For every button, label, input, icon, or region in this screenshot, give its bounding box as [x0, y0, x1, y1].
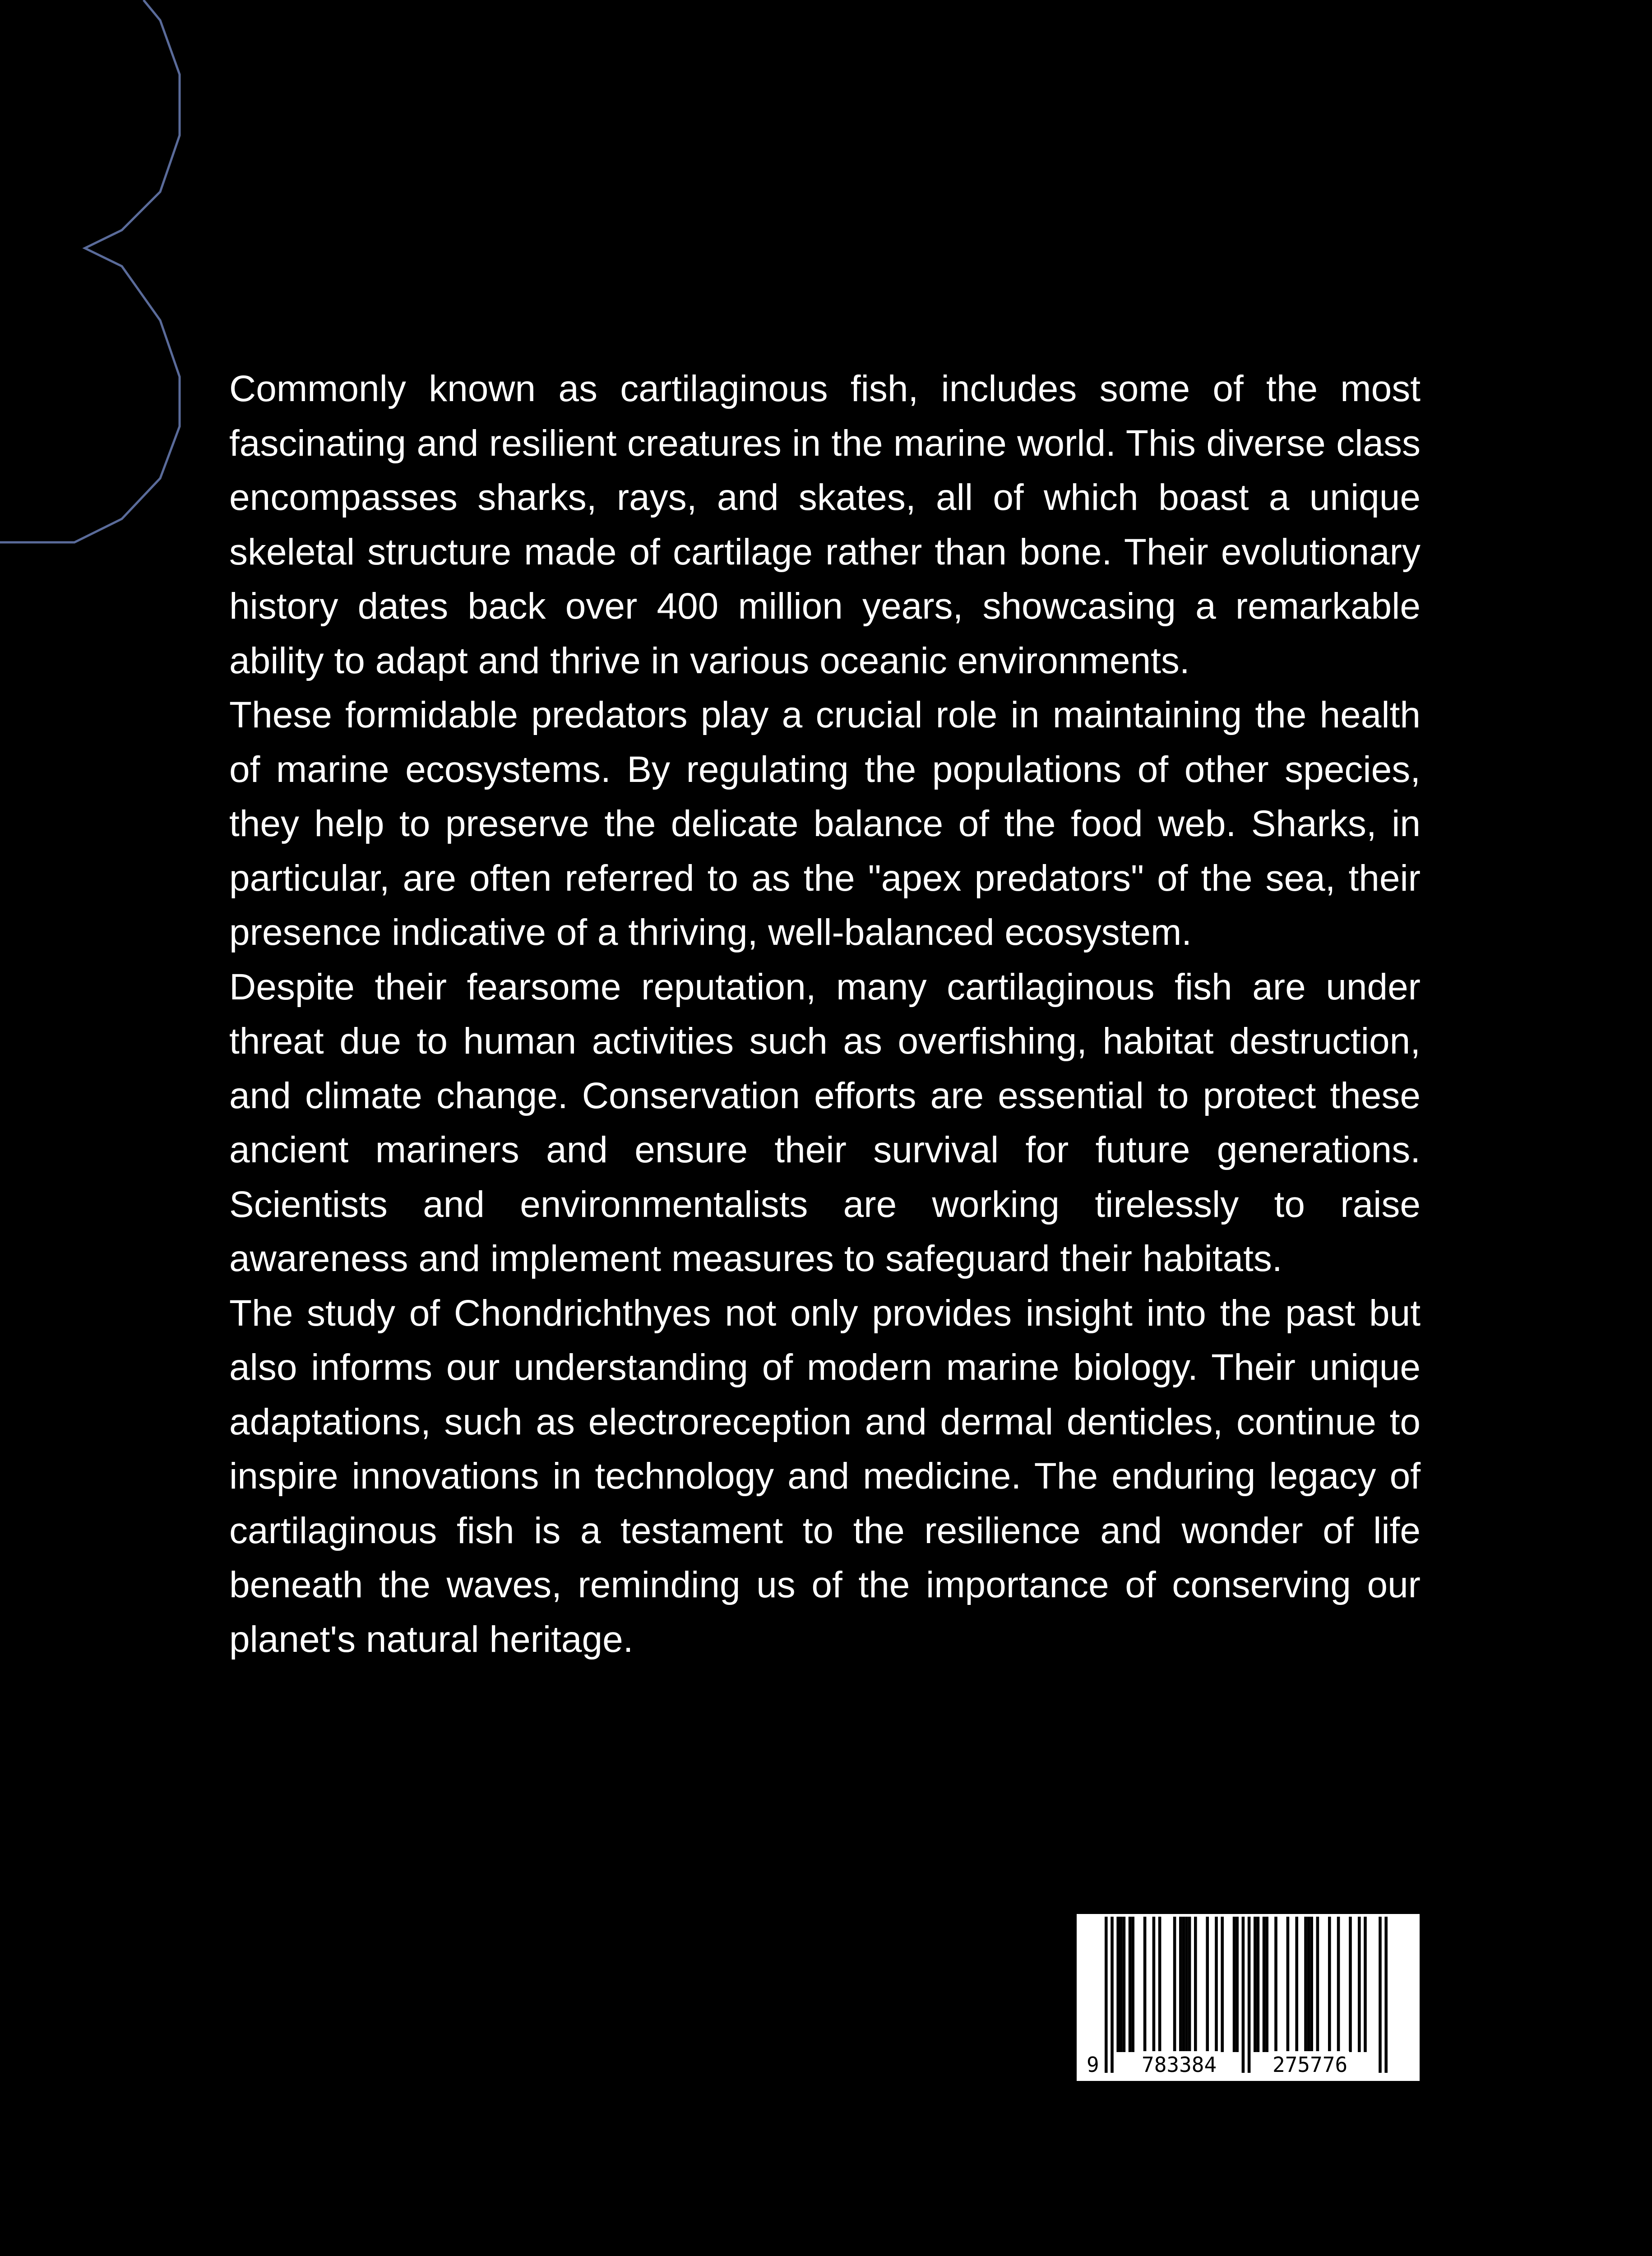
barcode-bar	[1233, 1917, 1236, 2052]
outline-path	[0, 0, 180, 542]
barcode-bar	[1236, 1917, 1239, 2052]
barcode-bar	[1263, 1917, 1266, 2052]
barcode-bar	[1173, 1917, 1176, 2052]
barcode-bar	[1188, 1917, 1191, 2052]
barcode-digits	[1077, 2051, 1420, 2078]
barcode-bar	[1105, 1917, 1108, 2073]
barcode-bar	[1274, 1917, 1277, 2052]
barcode-bar	[1304, 1917, 1307, 2052]
blurb-paragraph-3: Despite their fearsome reputation, many cartilaginous fish are under threat due to human activities such as overfishing, habitat destruction, and climate change. Conservation efforts are essential to protect these ancient mariners and ensure their survival for future generations. Scientists and environmentalists are working tirelessly to raise awareness and implement measures to safeguard their habitats.	[229, 966, 1421, 1279]
barcode-bar	[1307, 1917, 1310, 2052]
barcode-bar	[1129, 1917, 1132, 2052]
barcode-bar	[1316, 1917, 1319, 2052]
isbn-barcode	[1077, 1914, 1420, 2081]
barcode-bar	[1254, 1917, 1257, 2052]
back-cover-blurb	[229, 362, 1421, 1667]
barcode-bar	[1179, 1917, 1182, 2052]
barcode-bar	[1123, 1917, 1126, 2052]
barcode-bar	[1111, 1917, 1114, 2073]
barcode-lead-digit: 9	[1085, 2051, 1101, 2078]
barcode-bar	[1182, 1917, 1185, 2052]
barcode-bar	[1349, 1917, 1352, 2052]
barcode-bar	[1116, 1917, 1120, 2052]
barcode-bar	[1358, 1917, 1361, 2052]
barcode-bar	[1242, 1917, 1245, 2073]
barcode-bar	[1131, 1917, 1134, 2052]
barcode-bar	[1286, 1917, 1290, 2052]
barcode-bar	[1206, 1917, 1209, 2052]
blurb-paragraph-2: These formidable predators play a crucial role in maintaining the health of marine ecosystems. By regulating the populations of other species, they help to preserve the delicate balance of the food web. Sharks, in particular, are often referred to as the "apex predators" of the sea, their presence indicative of a thriving, well-balanced ecosystem.	[229, 694, 1421, 953]
barcode-bar	[1215, 1917, 1218, 2052]
barcode-bar	[1152, 1917, 1156, 2052]
barcode-bar	[1158, 1917, 1161, 2052]
barcode-bar	[1257, 1917, 1260, 2052]
blurb-paragraph-1: Commonly known as cartilaginous fish, includes some of the most fascinating and resilient creatures in the marine world. This diverse class encompasses sharks, rays, and skates, all of which boast a unique skeletal structure made of cartilage rather than bone. Their evolutionary history dates back over 400 million years, showcasing a remarkable ability to adapt and thrive in various oceanic environments.	[229, 368, 1421, 681]
barcode-bar	[1194, 1917, 1197, 2052]
barcode-bar	[1120, 1917, 1123, 2052]
barcode-bar	[1379, 1917, 1382, 2073]
barcode-bar	[1310, 1917, 1313, 2052]
barcode-bar	[1185, 1917, 1188, 2052]
barcode-bar	[1337, 1917, 1340, 2052]
barcode-bar	[1265, 1917, 1268, 2052]
barcode-bar	[1248, 1917, 1251, 2073]
barcode-bar	[1364, 1917, 1367, 2052]
decorative-outline-shape	[0, 0, 190, 550]
barcode-bar	[1384, 1917, 1388, 2073]
barcode-bar	[1328, 1917, 1331, 2052]
blurb-paragraph-4: The study of Chondrichthyes not only provides insight into the past but also informs our understanding of modern marine biology. Their unique adaptations, such as electroreception and dermal denticles, continue to inspire innovations in technology and medicine. The enduring legacy of cartilaginous fish is a testament to the resilience and wonder of life beneath the waves, reminding us of the importance of conserving our planet's natural heritage.	[229, 1292, 1421, 1660]
barcode-bar	[1295, 1917, 1298, 2052]
barcode-bar	[1221, 1917, 1224, 2052]
barcode-right-group: 275776	[1271, 2051, 1349, 2078]
barcode-bar	[1143, 1917, 1147, 2052]
barcode-left-group: 783384	[1140, 2051, 1218, 2078]
